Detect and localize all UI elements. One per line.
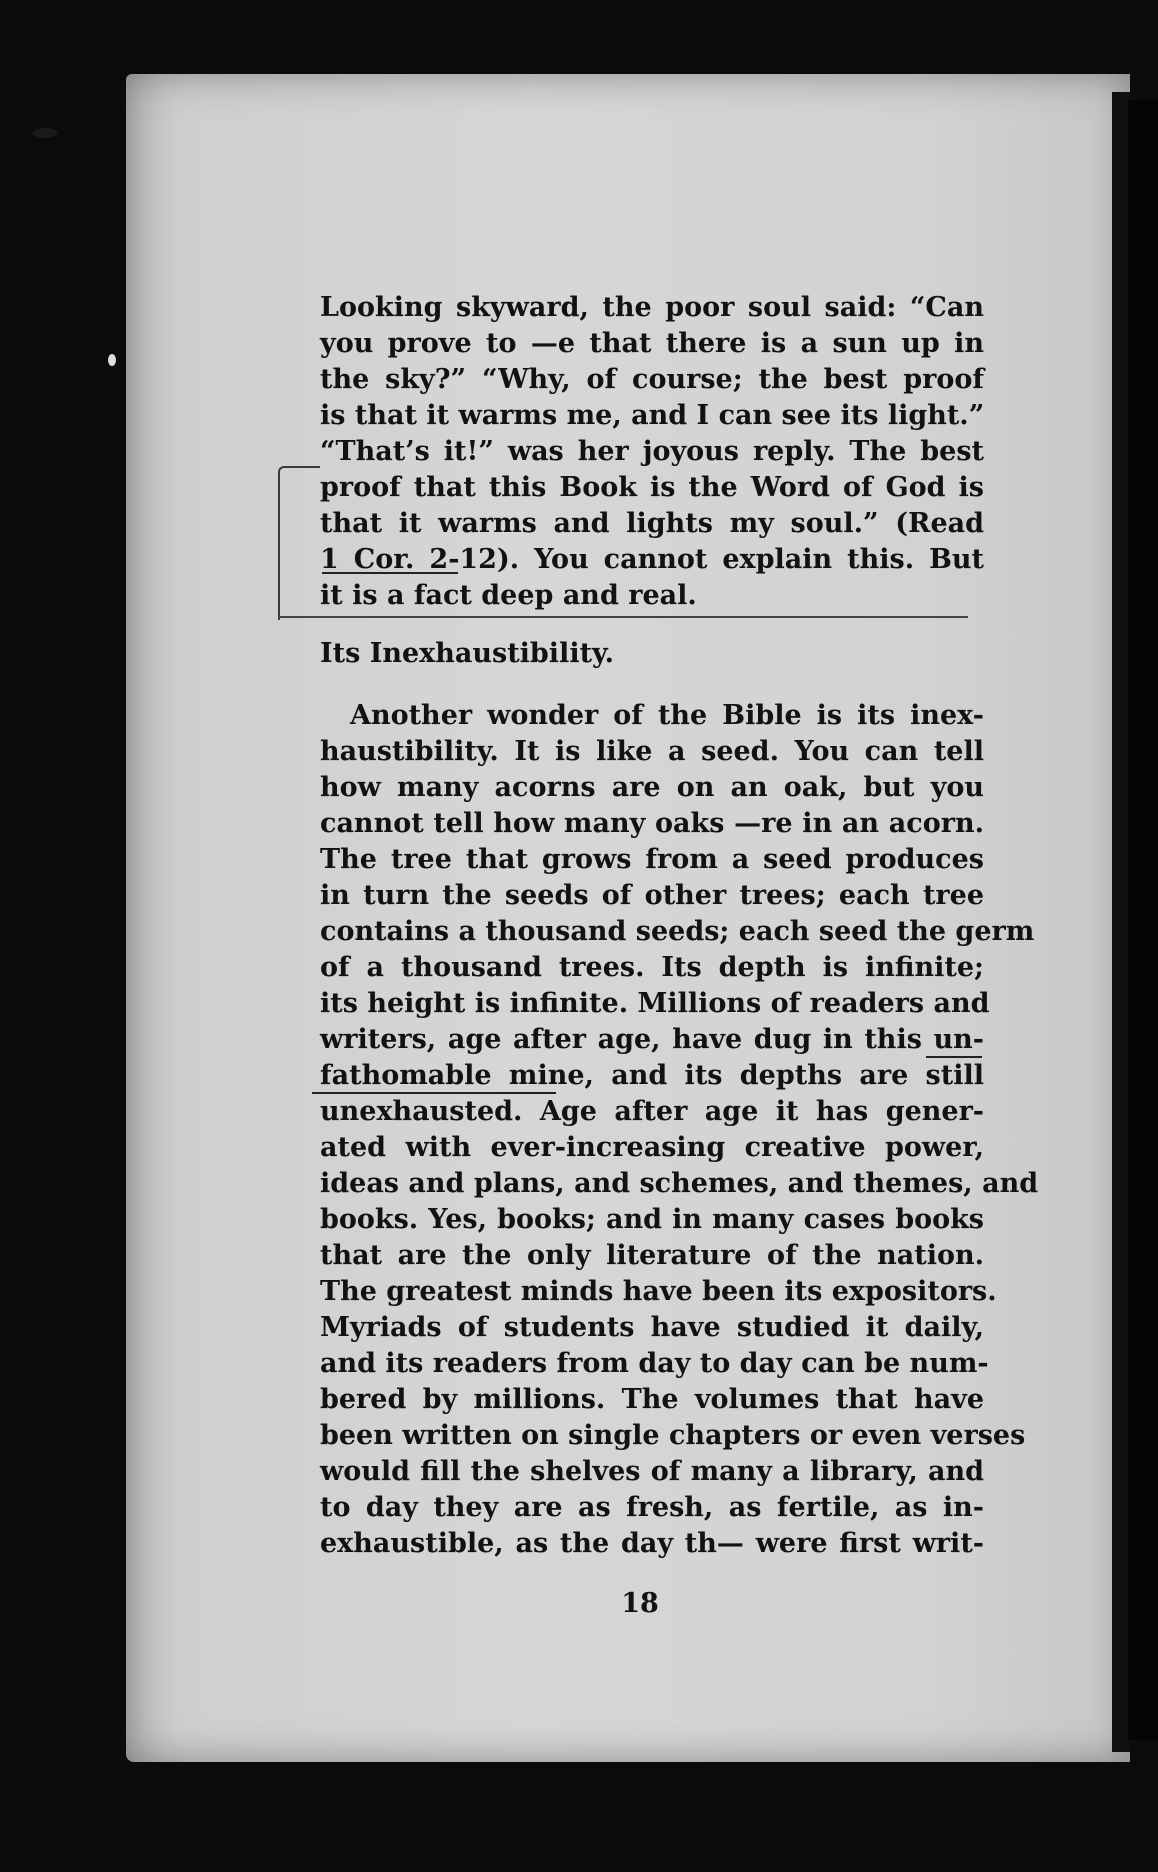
text-line: ated with ever-increasing creative power, <box>320 1132 984 1163</box>
text-line: how many acorns are on an oak, but you <box>320 772 984 803</box>
text-line: writers, age after age, have dug in this un- <box>320 1024 984 1055</box>
page-number: 18 <box>621 1588 659 1619</box>
text-line: 1 Cor. 2-12). You cannot explain this. But <box>320 544 984 575</box>
text-line: books. Yes, books; and in many cases books <box>320 1204 984 1235</box>
text-line: unexhausted. Age after age it has gener- <box>320 1096 984 1127</box>
text-line: contains a thousand seeds; each seed the germ <box>320 916 1035 947</box>
text-line: that it warms and lights my soul.” (Read <box>320 508 984 539</box>
page-edge-shadow <box>1128 100 1158 1740</box>
text-line: Myriads of students have studied it daily, <box>320 1312 984 1343</box>
text-line: been written on single chapters or even verses <box>320 1420 1026 1451</box>
text-line: haustibility. It is like a seed. You can tell <box>320 736 984 767</box>
text-line: the sky?” “Why, of course; the best proof <box>320 364 984 395</box>
dust-speck <box>108 354 116 366</box>
text-line: exhaustible, as the day th— were first writ- <box>320 1528 984 1559</box>
text-line: proof that this Book is the Word of God is <box>320 472 984 503</box>
text-line: cannot tell how many oaks —re in an acorn. <box>320 808 984 839</box>
text-line: to day they are as fresh, as fertile, as in- <box>320 1492 984 1523</box>
text-line: bered by millions. The volumes that have <box>320 1384 984 1415</box>
text-line: is that it warms me, and I can see its light.” <box>320 400 985 431</box>
section-heading: Its Inexhaustibility. <box>320 638 615 669</box>
pencil-underline-mark <box>278 616 968 618</box>
text-line: Another wonder of the Bible is its inex- <box>350 700 984 731</box>
pencil-underline-mark <box>322 572 458 574</box>
text-line: you prove to —e that there is a sun up in <box>320 328 984 359</box>
text-line: of a thousand trees. Its depth is infinite; <box>320 952 984 983</box>
text-line: and its readers from day to day can be num- <box>320 1348 989 1379</box>
text-line: it is a fact deep and real. <box>320 580 697 611</box>
dust-speck <box>32 128 58 138</box>
pencil-bracket-mark <box>278 466 320 620</box>
text-line: would fill the shelves of many a library, and <box>320 1456 984 1487</box>
text-line: in turn the seeds of other trees; each tree <box>320 880 984 911</box>
text-line: fathomable mine, and its depths are still <box>320 1060 984 1091</box>
text-line: The greatest minds have been its expositors. <box>320 1276 997 1307</box>
text-line: “That’s it!” was her joyous reply. The best <box>320 436 984 467</box>
text-line: that are the only literature of the nation. <box>320 1240 984 1271</box>
text-line: The tree that grows from a seed produces <box>320 844 984 875</box>
text-line: its height is infinite. Millions of readers and <box>320 988 990 1019</box>
pencil-underline-mark <box>312 1092 556 1094</box>
text-line: ideas and plans, and schemes, and themes, and <box>320 1168 1039 1199</box>
pencil-underline-mark <box>926 1056 982 1058</box>
text-line: Looking skyward, the poor soul said: “Can <box>320 292 984 323</box>
